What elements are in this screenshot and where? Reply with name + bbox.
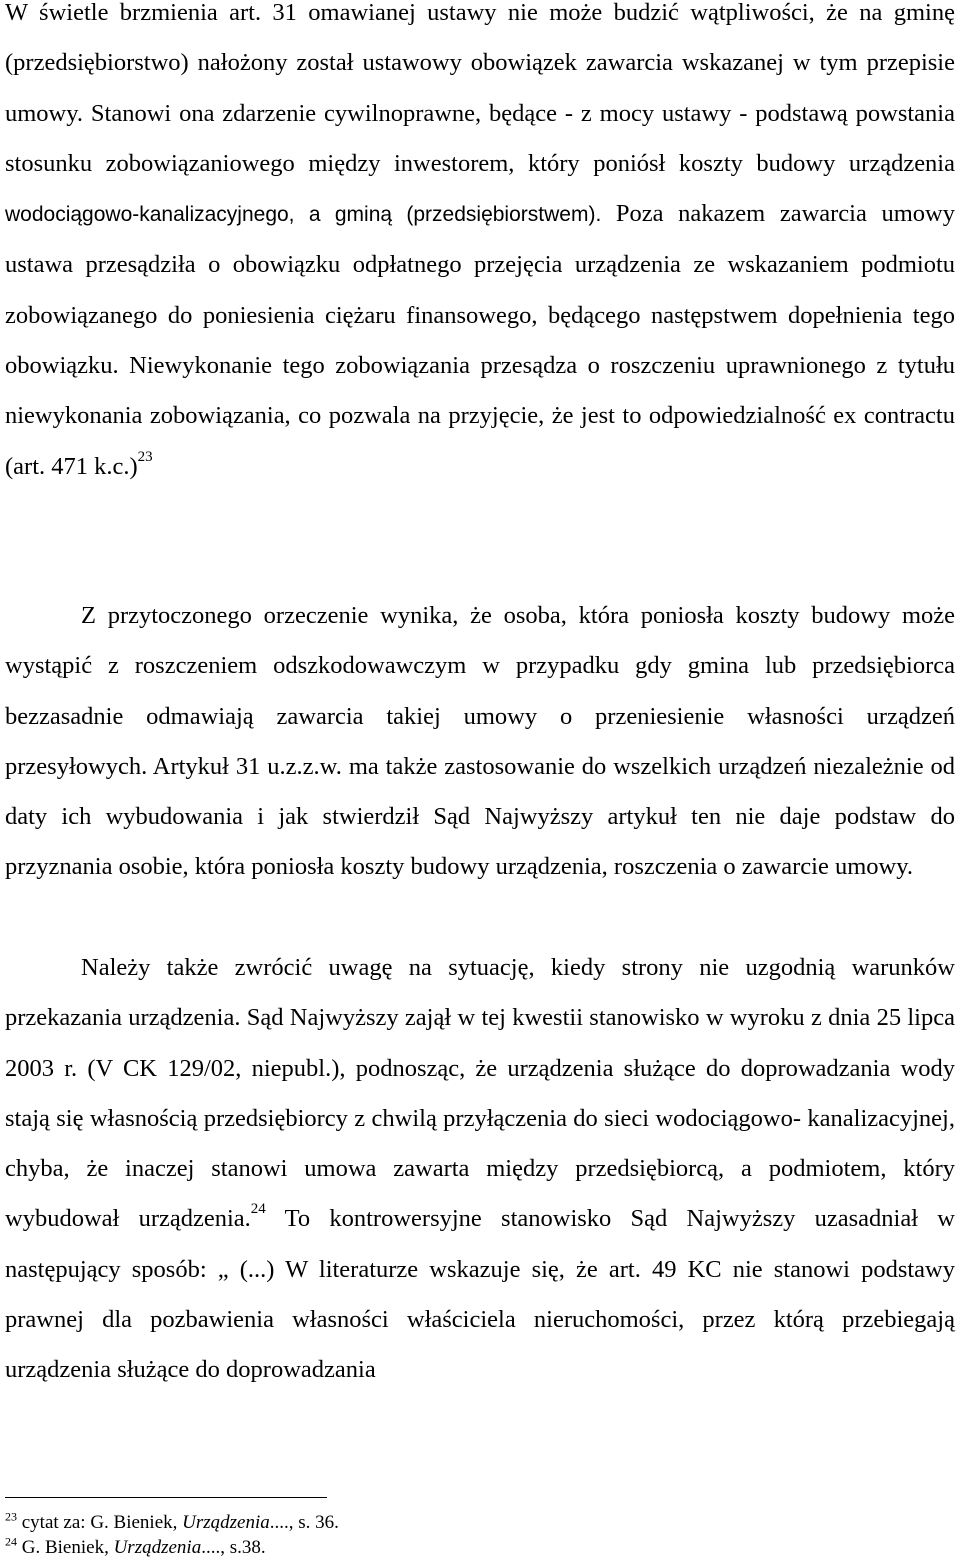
paragraph-2 [5,591,955,893]
paragraph-3-text-b: To kontrowersyjne stanowisko Sąd Najwyższy uzasadniał w następujący sposób: „ (...) W literaturze wskazuje się, że art. 49 KC nie stanowi podstawy prawnej dla pozbawienia własności właściciela nieruchomości, przez którą przebiegają urządzenia służące do doprowadzania [5,1205,955,1384]
paragraph-3-text-a: Należy także zwrócić uwagę na sytuację, kiedy strony nie uzgodnią warunków przekazania urządzenia. Sąd Najwyższy zajął w tej kwestii stanowisko w wyroku z dnia 25 lipca 2003 r. (V CK 129/02, niepubl.), podnosząc, że urządzenia służące do doprowadzania wody stają się własnością przedsiębiorcy z chwilą przyłączenia do sieci wodociągowo- kanalizacyjnej, chyba, że inaczej stanowi umowa zawarta między przedsiębiorcą, a podmiotem, który wybudował urządzenia. [5,954,955,1233]
footnote-number: 24 [5,1534,17,1549]
footnote-suffix: ...., s.38. [201,1537,266,1558]
paragraph-1-text-b: Poza nakazem zawarcia umowy ustawa przesądziła o obowiązku odpłatnego przejęcia urządzenia ze wskazaniem podmiotu zobowiązanego do poniesienia ciężaru finansowego, będącego następstwem dopełnienia tego obowiązku. Niewykonanie tego zobowiązania przesądza o roszczeniu uprawnionego z tytułu niewykonania zobowiązania, co pozwala na przyjęcie, że jest to odpowiedzialność ex contractu (art. 471 k.c.) [5,200,955,480]
paragraph-2-text: Z przytoczonego orzeczenie wynika, że osoba, która poniosła koszty budowy może wystąpić z roszczeniem odszkodowawczym w przypadku gdy gmina lub przedsiębiorca bezzasadnie odmawiają zawarcia takiej umowy o przeniesienie własności urządzeń przesyłowych. Artykuł 31 u.z.z.w. ma także zastosowanie do wszelkich urządzeń niezależnie od daty ich wybudowania i jak stwierdził Sąd Najwyższy artykuł ten nie daje podstaw do przyznania osobie, która poniosła koszty budowy urządzenia, roszczenia o zawarcie umowy. [5,602,955,881]
footnote-text: cytat za: G. Bieniek, [21,1512,183,1533]
footnote-ref-23: 23 [137,448,153,465]
footnote-23 [5,1509,339,1534]
footnote-suffix: ...., s. 36. [269,1512,339,1533]
footnote-number: 23 [5,1509,17,1524]
footnote-ref-24: 24 [250,1201,266,1218]
footnote-separator [5,1497,327,1498]
footnote-24 [5,1534,266,1559]
paragraph-3 [5,943,955,1396]
paragraph-1-sans-text: wodociągowo-kanalizacyjnego, a gminą (przedsiębiorstwem). [5,203,602,227]
footnote-italic-title: Urządzenia [182,1512,270,1533]
footnote-text: G. Bieniek, [21,1537,114,1558]
paragraph-1 [5,0,955,492]
footnote-italic-title: Urządzenia [113,1537,202,1558]
paragraph-1-text-a: W świetle brzmienia art. 31 omawianej ustawy nie może budzić wątpliwości, że na gminę (przedsiębiorstwo) nałożony został ustawowy obowiązek zawarcia wskazanej w tym przepisie umowy. Stanowi ona zdarzenie cywilnoprawne, będące - z mocy ustawy - podstawą powstania stosunku zobowiązaniowego między inwestorem, który poniósł koszty budowy urządzenia [5,0,955,177]
